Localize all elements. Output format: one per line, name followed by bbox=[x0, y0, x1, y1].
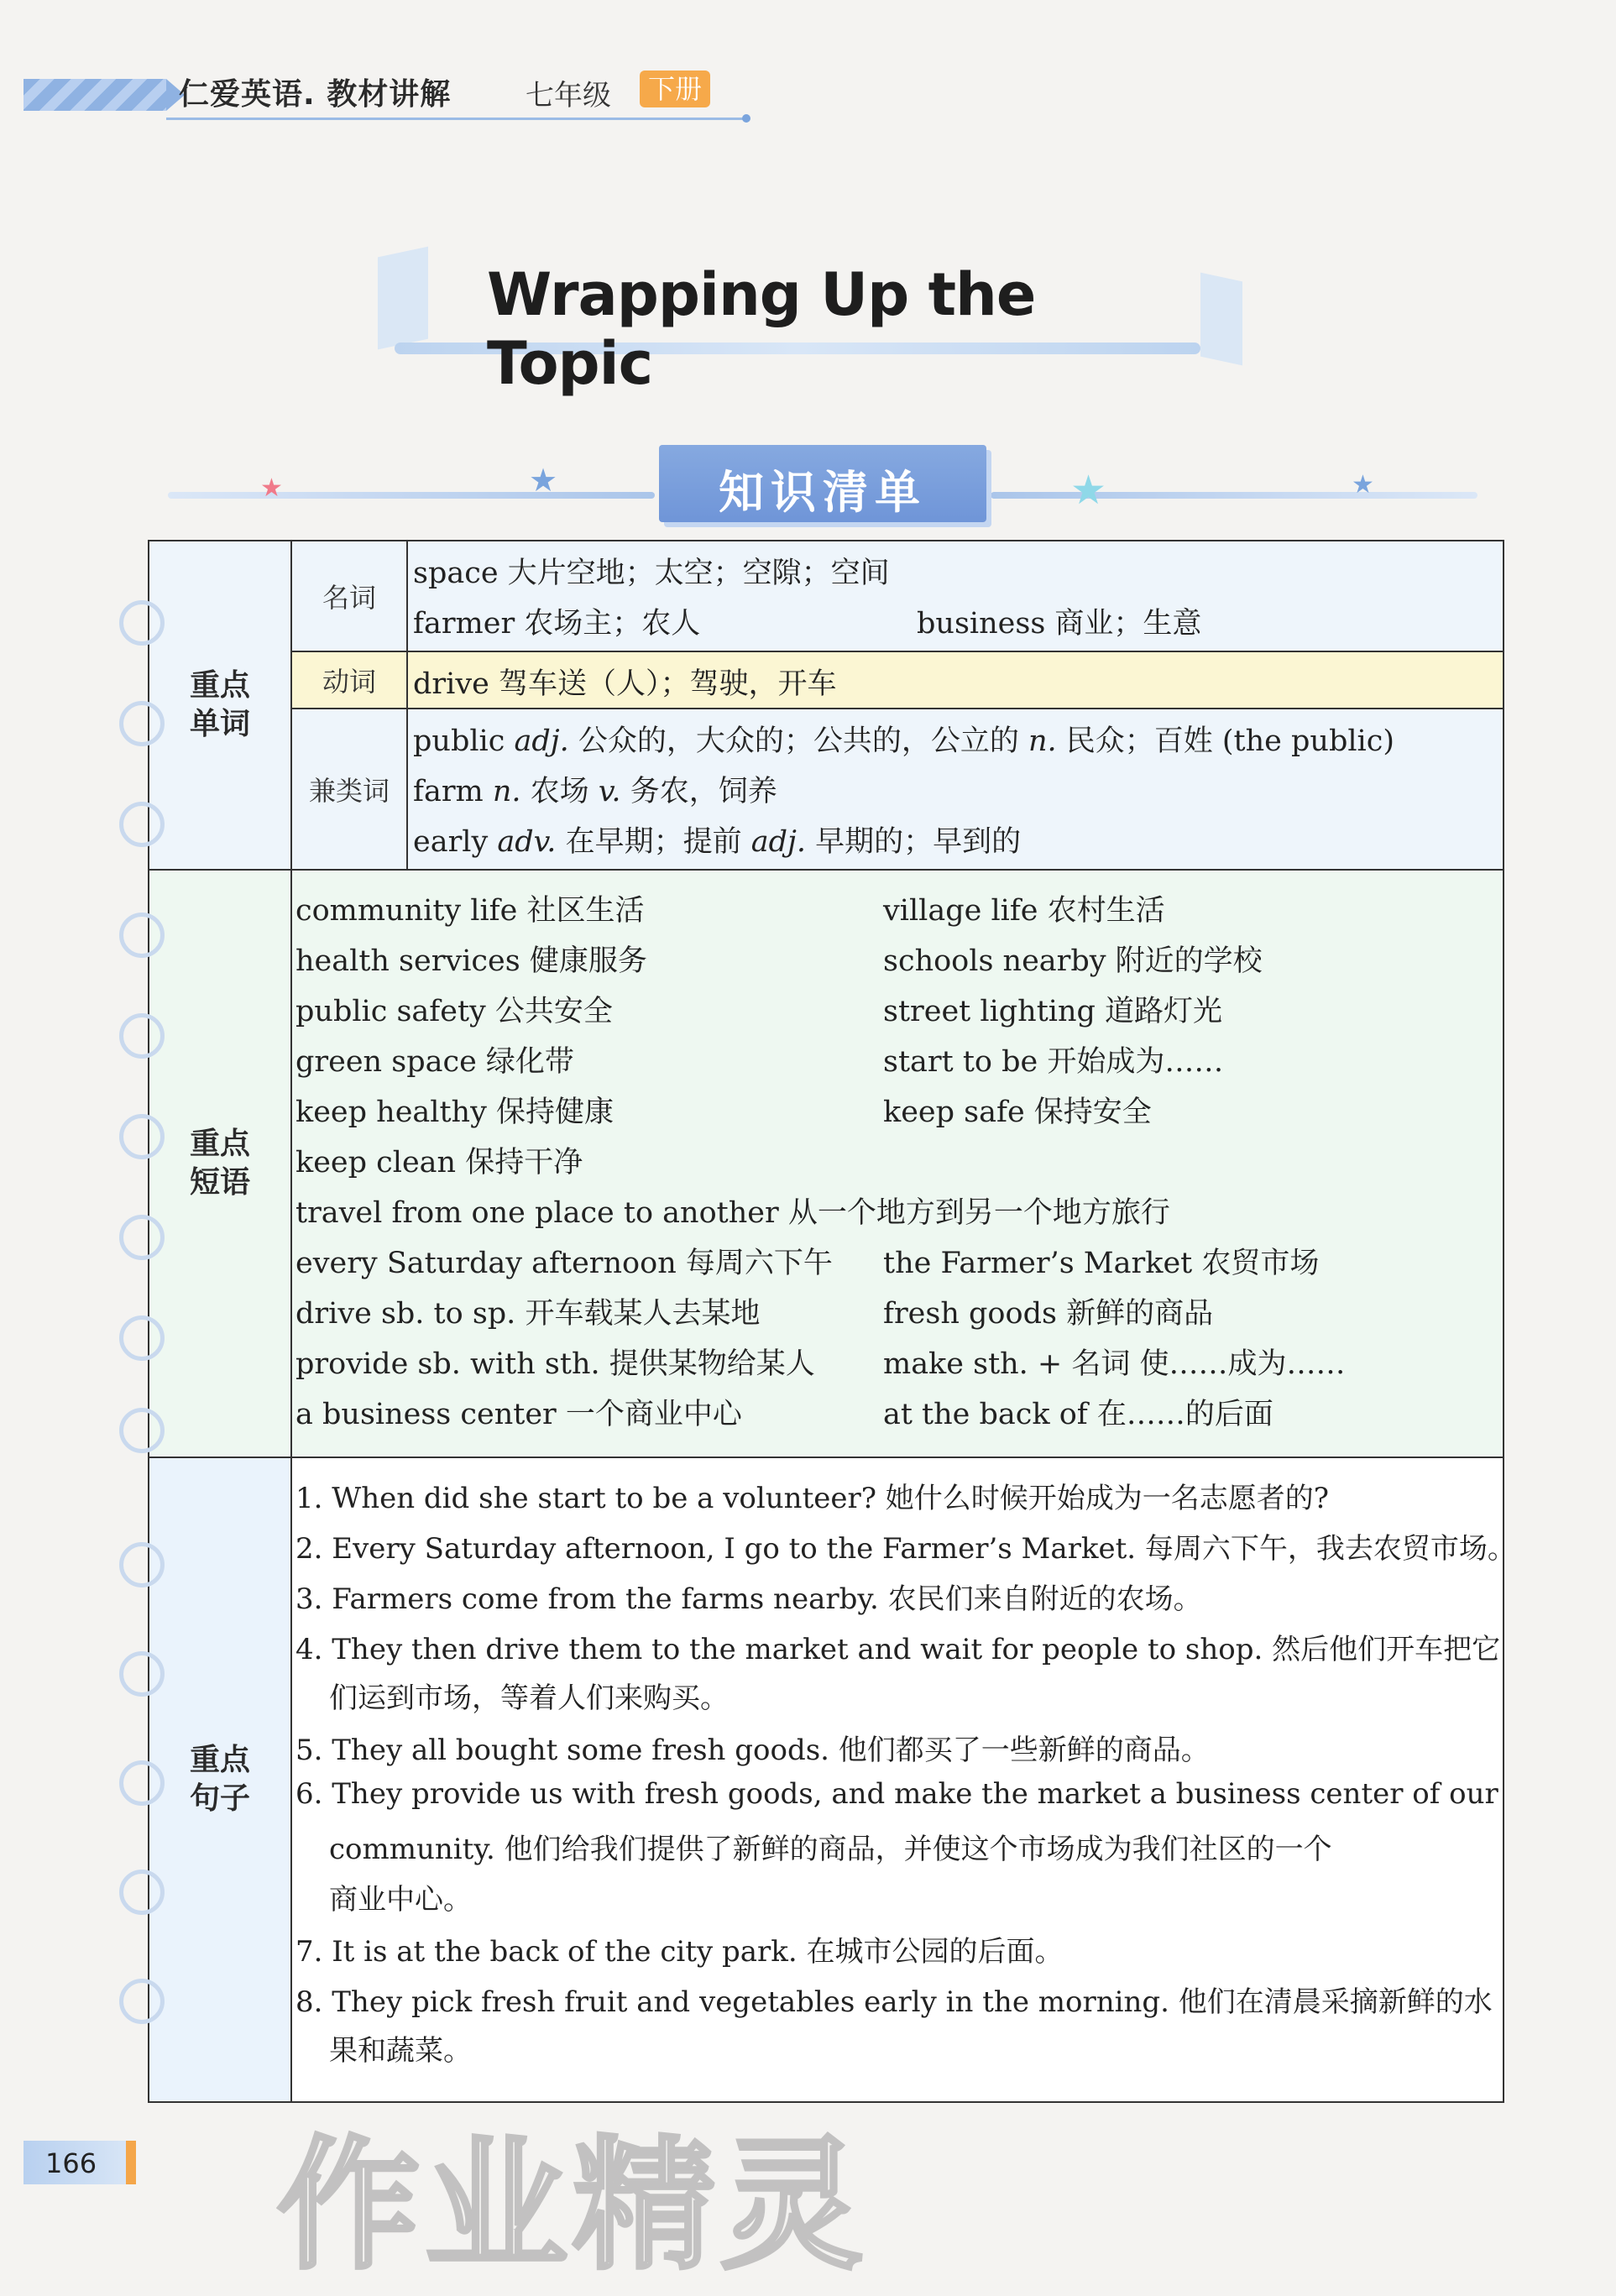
noun-entry: business 商业；生意 bbox=[917, 607, 1202, 641]
verb-entry: drive 驾车送（人）；驾驶，开车 bbox=[413, 667, 837, 701]
phrase-item: travel from one place to another 从一个地方到另一个地方旅行 bbox=[295, 1196, 1170, 1230]
header-line-right bbox=[991, 492, 1477, 499]
verbs-row bbox=[292, 652, 1503, 709]
noun-entry: farmer 农场主；农人 bbox=[413, 607, 701, 641]
phrase-item: keep healthy 保持健康 bbox=[295, 1096, 614, 1129]
sentence-line: 1. When did she start to be a volunteer? 她什么时候开始成为一名志愿者的? bbox=[295, 1482, 1329, 1515]
watermark-logo: 作业精灵 bbox=[277, 2123, 869, 2289]
knowledge-list-header bbox=[168, 445, 1477, 529]
section-label: 重点 单词 bbox=[149, 541, 292, 869]
header-dot bbox=[742, 114, 750, 123]
knowledge-title-box bbox=[659, 445, 986, 522]
page-number: 166 bbox=[45, 2147, 97, 2179]
header-line-left bbox=[168, 492, 655, 499]
multi-class-row bbox=[292, 709, 1503, 869]
phrase-item: street lighting 道路灯光 bbox=[883, 995, 1223, 1028]
verbs-label: 动词 bbox=[292, 652, 408, 708]
phrase-item: community life 社区生活 bbox=[295, 894, 645, 928]
phrase-item: the Farmer’s Market 农贸市场 bbox=[883, 1247, 1320, 1280]
section-key-sentences bbox=[149, 1458, 1516, 2101]
phrase-item: keep safe 保持安全 bbox=[883, 1096, 1152, 1129]
phrase-item: public safety 公共安全 bbox=[295, 995, 613, 1028]
header-stripe bbox=[24, 79, 166, 111]
phrase-item: village life 农村生活 bbox=[883, 894, 1165, 928]
book-title: 仁爱英语. 教材讲解 bbox=[179, 77, 452, 112]
multi-class-label: 兼类词 bbox=[292, 709, 408, 869]
phrase-item: fresh goods 新鲜的商品 bbox=[883, 1297, 1214, 1331]
sentence-line: 7. It is at the back of the city park. 在城市公园的后面。 bbox=[295, 1935, 1064, 1969]
phrase-item: schools nearby 附近的学校 bbox=[883, 944, 1263, 978]
sentences-content bbox=[292, 1458, 1516, 2101]
grade-label: 七年级 bbox=[526, 79, 611, 112]
volume-tag: 下册 bbox=[640, 71, 710, 107]
sentence-line: 商业中心。 bbox=[329, 1883, 472, 1917]
noun-entry: space 大片空地；太空；空隙；空间 bbox=[413, 557, 890, 590]
sentence-line: 2. Every Saturday afternoon, I go to the Farmer’s Market. 每周六下午，我去农贸市场。 bbox=[295, 1532, 1516, 1566]
star-icon: ★ bbox=[1070, 467, 1107, 514]
multi-entry: early adv. 在早期；提前 adj. 早期的；早到的 bbox=[413, 825, 1022, 859]
phrase-item: at the back of 在……的后面 bbox=[883, 1398, 1273, 1431]
sentence-line: 8. They pick fresh fruit and vegetables early in the morning. 他们在清晨采摘新鲜的水 bbox=[295, 1985, 1493, 2019]
sentence-line: community. 他们给我们提供了新鲜的商品，并使这个市场成为我们社区的一个 bbox=[329, 1833, 1332, 1866]
sentence-line: 3. Farmers come from the farms nearby. 农民们来自附近的农场。 bbox=[295, 1582, 1202, 1616]
star-icon: ★ bbox=[1352, 470, 1374, 499]
page-tab bbox=[126, 2141, 136, 2184]
sentence-line: 们运到市场，等着人们来购买。 bbox=[329, 1681, 729, 1715]
phrase-item: a business center 一个商业中心 bbox=[295, 1398, 742, 1431]
section-label: 重点 句子 bbox=[149, 1458, 292, 2101]
multi-entry: farm n. 农场 v. 务农，饲养 bbox=[413, 775, 777, 808]
knowledge-title: 知识清单 bbox=[719, 466, 927, 519]
phrase-item: green space 绿化带 bbox=[295, 1045, 574, 1079]
knowledge-table bbox=[148, 540, 1516, 2103]
nouns-label: 名词 bbox=[292, 541, 408, 651]
phrase-item: drive sb. to sp. 开车载某人去某地 bbox=[295, 1297, 761, 1331]
page-header bbox=[24, 65, 745, 124]
topic-banner bbox=[395, 243, 1217, 398]
section-key-words bbox=[149, 541, 1503, 871]
phrase-item: health services 健康服务 bbox=[295, 944, 647, 978]
banner-flag-left bbox=[378, 247, 428, 350]
topic-title: Wrapping Up the Topic bbox=[487, 260, 1036, 398]
phrase-item: every Saturday afternoon 每周六下午 bbox=[295, 1247, 833, 1280]
header-underline bbox=[166, 118, 745, 120]
sentence-line: 果和蔬菜。 bbox=[329, 2034, 472, 2068]
phrase-item: provide sb. with sth. 提供某物给某人 bbox=[295, 1347, 815, 1381]
phrase-item: start to be 开始成为…… bbox=[883, 1045, 1224, 1079]
page-number-box bbox=[24, 2141, 126, 2184]
star-icon: ★ bbox=[529, 462, 558, 499]
phrase-item: keep clean 保持干净 bbox=[295, 1146, 583, 1179]
section-label: 重点 短语 bbox=[149, 871, 292, 1457]
nouns-row bbox=[292, 541, 1503, 652]
phrase-item: make sth. + 名词 使……成为…… bbox=[883, 1347, 1346, 1381]
phrases-content bbox=[292, 871, 1503, 1457]
star-icon: ★ bbox=[260, 473, 283, 503]
sentence-line: 5. They all bought some fresh goods. 他们都买了一些新鲜的商品。 bbox=[295, 1734, 1210, 1767]
sentence-line: 4. They then drive them to the market and wait for people to shop. 然后他们开车把它 bbox=[295, 1633, 1501, 1666]
multi-entry: public adj. 公众的，大众的；公共的，公立的 n. 民众；百姓 (the public) bbox=[413, 724, 1395, 758]
section-key-phrases bbox=[149, 871, 1503, 1458]
sentence-line: 6. They provide us with fresh goods, and make the market a business center of our bbox=[295, 1777, 1498, 1811]
